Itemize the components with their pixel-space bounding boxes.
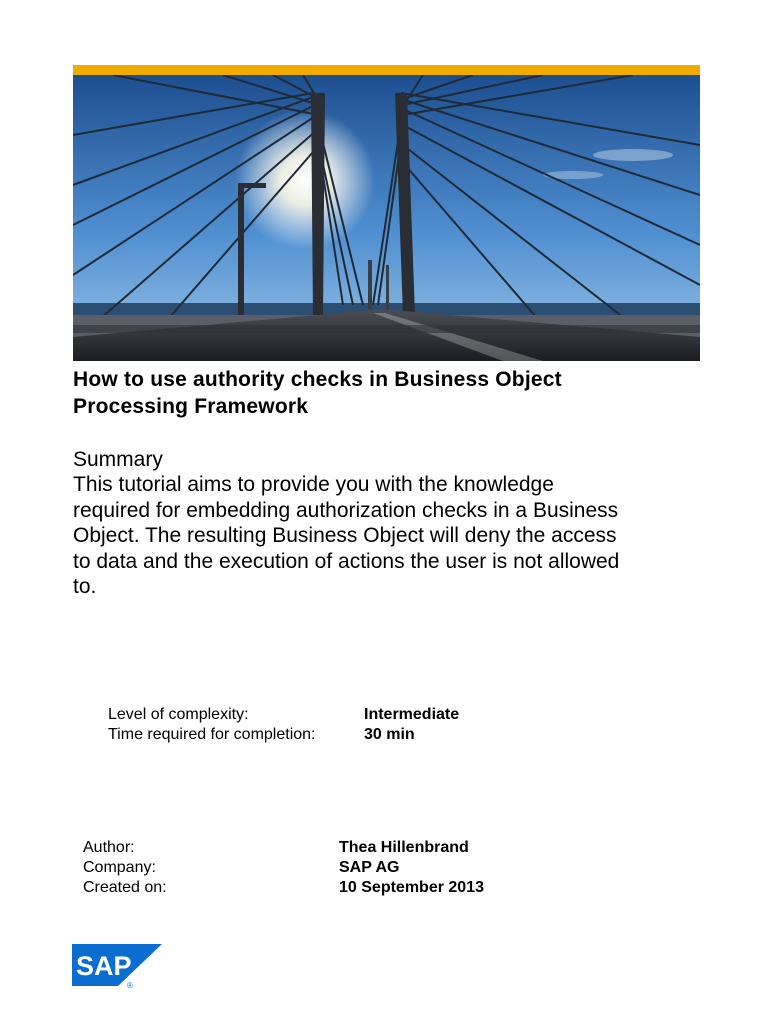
company-label: Company: bbox=[83, 859, 156, 876]
sap-logo bbox=[72, 944, 162, 988]
complexity-label: Level of complexity: bbox=[108, 706, 249, 723]
cable-bridge-photo bbox=[73, 75, 700, 361]
time-label: Time required for completion: bbox=[108, 726, 316, 743]
time-value: 30 min bbox=[364, 726, 415, 743]
document-title bbox=[73, 366, 713, 420]
summary-line: to. bbox=[73, 575, 97, 598]
summary-heading: Summary bbox=[73, 448, 163, 471]
summary-line: required for embedding authorization checks in a Business bbox=[73, 498, 619, 522]
summary-line: Object. The resulting Business Object will deny the access bbox=[73, 524, 617, 547]
summary-text bbox=[73, 472, 703, 600]
company-value: SAP AG bbox=[339, 859, 400, 876]
author-value: Thea Hillenbrand bbox=[339, 839, 469, 856]
summary-line: to data and the execution of actions the user is not allowed bbox=[73, 549, 620, 573]
accent-bar bbox=[73, 65, 700, 75]
title-line: Processing Framework bbox=[73, 395, 309, 418]
registered-mark: ® bbox=[127, 981, 133, 988]
author-label: Author: bbox=[83, 839, 135, 856]
title-line: How to use authority checks in Business Object bbox=[73, 368, 562, 391]
created-label: Created on: bbox=[83, 879, 167, 896]
logo-text: SAP bbox=[76, 951, 132, 981]
created-value: 10 September 2013 bbox=[339, 879, 484, 896]
summary-line: This tutorial aims to provide you with the knowledge bbox=[73, 473, 554, 496]
complexity-value: Intermediate bbox=[364, 706, 460, 723]
